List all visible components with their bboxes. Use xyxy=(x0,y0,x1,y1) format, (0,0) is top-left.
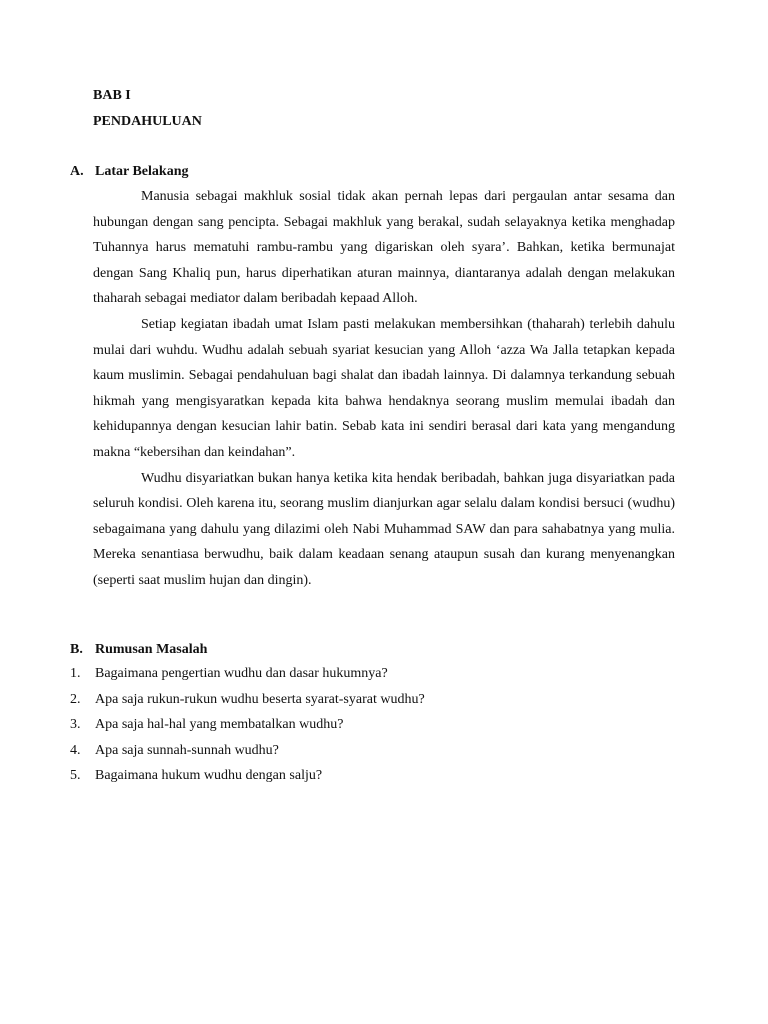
list-item xyxy=(70,716,425,742)
list-item-text: Bagaimana hukum wudhu dengan salju? xyxy=(95,768,323,783)
list-item xyxy=(70,767,425,793)
chapter-number: BAB I xyxy=(93,88,131,103)
paragraph-2: Setiap kegiatan ibadah umat Islam pasti melakukan membersihkan (thaharah) terlebih dahulu mulai dari wuhdu. Wudhu adalah sebuah syariat kesucian yang Alloh ‘azza Wa Jalla tetapkan kepada kaum muslimin. Sebagai pendahuluan bagi shalat dan ibadah lainnya. Di dalamnya terkandung sebuah hikmah yang mengisyaratkan kepada kita bahwa hendaknya seorang muslim memulai ibadah dan kehidupannya dengan kesucian lahir batin. Sebab kata ini sendiri berasal dari kata yang mengandung makna “kebersihan dan keindahan”. xyxy=(93,316,675,460)
section-a-title: Latar Belakang xyxy=(95,164,189,179)
list-item-number: 4. xyxy=(70,742,81,758)
problem-list xyxy=(70,665,425,793)
chapter-title: PENDAHULUAN xyxy=(93,114,202,129)
list-item-text: Apa saja hal-hal yang membatalkan wudhu? xyxy=(95,717,344,732)
paragraph-3: Wudhu disyariatkan bukan hanya ketika kita hendak beribadah, bahkan juga disyariatkan pada seluruh kondisi. Oleh karena itu, seorang muslim dianjurkan agar selalu dalam kondisi bersuci (wudhu) sebagaimana yang dahulu yang dilazimi oleh Nabi Muhammad SAW dan para sahabatnya yang mulia. Mereka senantiasa berwudhu, baik dalam keadaan senang ataupun susah dan kurang menyenangkan (seperti saat muslim hujan dan dingin). xyxy=(93,470,675,588)
section-a-body xyxy=(93,184,675,594)
section-b-heading xyxy=(70,641,207,659)
list-item xyxy=(70,742,425,768)
list-item-number: 1. xyxy=(70,666,81,681)
section-a-heading xyxy=(70,163,188,181)
paragraph-1: Manusia sebagai makhluk sosial tidak akan pernah lepas dari pergaulan antar sesama dan hubungan dengan sang pencipta. Sebagai makhluk yang berakal, sudah selayaknya ketika menghadap Tuhannya harus mematuhi rambu-rambu yang digariskan oleh syara’. Bahkan, ketika bermunajat dengan Sang Khaliq pun, harus diperhatikan aturan mainnya, diantaranya adalah dengan melakukan thaharah sebagai mediator dalam beribadah kepaad Alloh. xyxy=(93,189,675,307)
list-item xyxy=(70,665,425,691)
list-item-text: Bagaimana pengertian wudhu dan dasar hukumnya? xyxy=(95,666,388,681)
section-b-title: Rumusan Masalah xyxy=(95,642,208,657)
list-item-number: 2. xyxy=(70,691,81,707)
list-item-number: 5. xyxy=(70,768,81,783)
list-item xyxy=(70,691,425,717)
list-item-text: Apa saja rukun-rukun wudhu beserta syarat-syarat wudhu? xyxy=(95,691,425,707)
section-b-letter: B. xyxy=(70,642,83,657)
section-a-letter: A. xyxy=(70,164,84,179)
list-item-text: Apa saja sunnah-sunnah wudhu? xyxy=(95,742,279,758)
list-item-number: 3. xyxy=(70,717,81,732)
